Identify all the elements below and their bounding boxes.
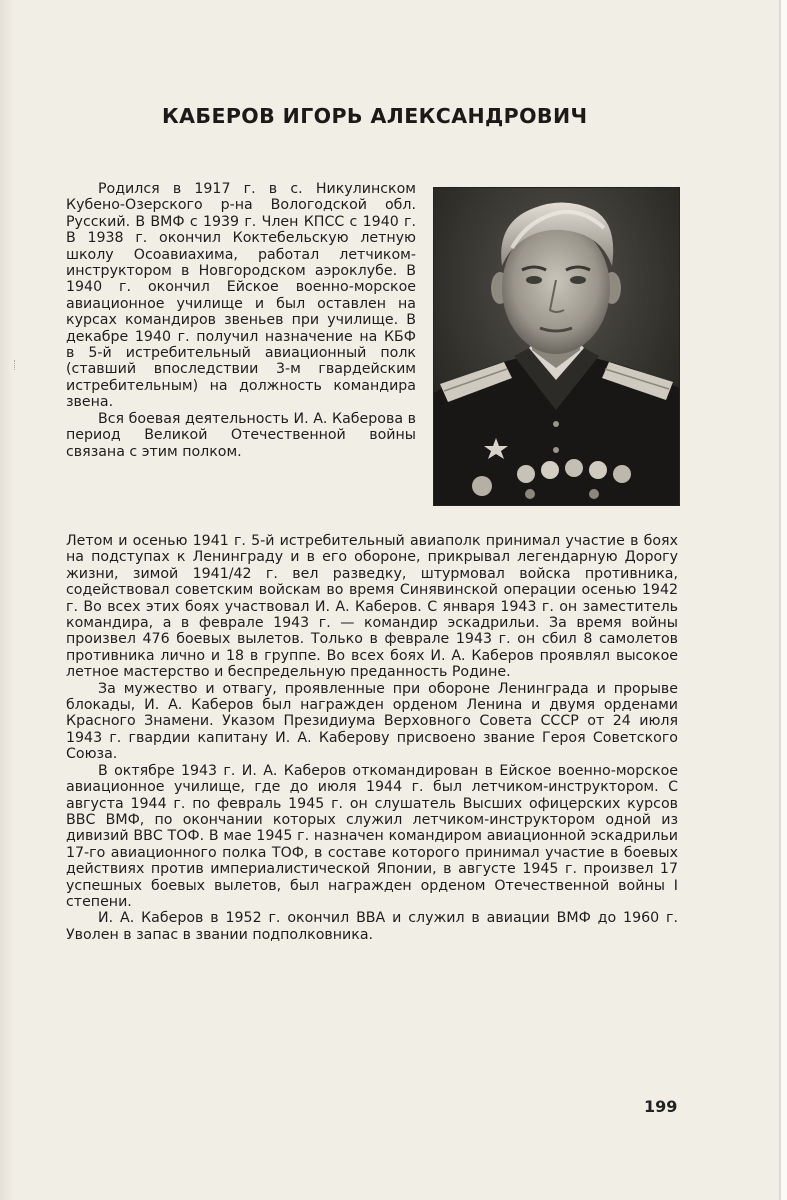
paragraph: И. А. Каберов в 1952 г. окончил ВВА и служил в авиации ВМФ до 1960 г. Уволен в запас в звании подполковника. bbox=[66, 910, 678, 943]
paragraph: Летом и осенью 1941 г. 5-й истребительный авиаполк принимал участие в боях на подступах к Ленинграду и в его обороне, прикрывал легендарную Дорогу жизни, зимой 1941/42 г. вел разведку, штурмовал войска противника, содействовал советским войскам во время Синявинской операции осенью 1942 г. Во всех этих боях участвовал И. А. Каберов. С января 1943 г. он заместитель командира, а в феврале 1943 г. — командир эскадрильи. За время войны произвел 476 боевых вылетов. Только в феврале 1943 г. он сбил 8 самолетов противника лично и 18 в группе. Во всех боях И. А. Каберов проявлял высокое летное мастерство и беспредельную преданность Родине. bbox=[66, 533, 678, 681]
scan-left-edge bbox=[0, 0, 14, 1200]
page-title: КАБЕРОВ ИГОРЬ АЛЕКСАНДРОВИЧ bbox=[162, 104, 588, 128]
main-text bbox=[66, 533, 678, 943]
portrait-photo bbox=[433, 187, 680, 506]
column-text bbox=[66, 181, 416, 460]
paragraph: За мужество и отвагу, проявленные при обороне Ленинграда и прорыве блокады, И. А. Каберов был награжден орденом Ленина и двумя орденами Красного Знамени. Указом Президиума Верховного Совета СССР от 24 июля 1943 г. гвардии капитану И. А. Каберову присвоено звание Героя Советского Союза. bbox=[66, 680, 678, 763]
paragraph: Вся боевая деятельность И. А. Каберова в период Великой Отечественной войны связана с этим полком. bbox=[66, 410, 416, 460]
scan-right-edge bbox=[765, 0, 787, 1200]
paragraph: Родился в 1917 г. в с. Никулинском Кубено-Озерского р-на Вологодской обл. Русский. В ВМФ с 1939 г. Член КПСС с 1940 г. В 1938 г. окончил Коктебельскую летную школу Осоавиахима, работал летчиком-инструктором в Новгородском аэроклубе. В 1940 г. окончил Ейское военно-морское авиационное училище и был оставлен на курсах командиров звеньев при училище. В декабре 1940 г. получил назначение на КБФ в 5-й истребительный авиационный полк (ставший впоследствии 3-м гвардейским истребительным) на должность командира звена. bbox=[66, 181, 416, 411]
page-number: 199 bbox=[644, 1097, 678, 1116]
paragraph: В октябре 1943 г. И. А. Каберов откомандирован в Ейское военно-морское авиационное училище, где до июля 1944 г. был летчиком-инструктором. С августа 1944 г. по февраль 1945 г. он слушатель Высших офицерских курсов ВВС ВМФ, по окончании которых служил летчиком-инструктором одной из дивизий ВВС ТОФ. В мае 1945 г. назначен командиром авиационной эскадрильи 17-го авиационного полка ТОФ, в составе которого принимал участие в боевых действиях против империалистической Японии, в августе 1945 г. произвел 17 успешных боевых вылетов, был награжден орденом Отечественной войны I степени. bbox=[66, 762, 678, 910]
margin-mark bbox=[14, 360, 19, 370]
portrait-photo-icon bbox=[434, 188, 679, 505]
